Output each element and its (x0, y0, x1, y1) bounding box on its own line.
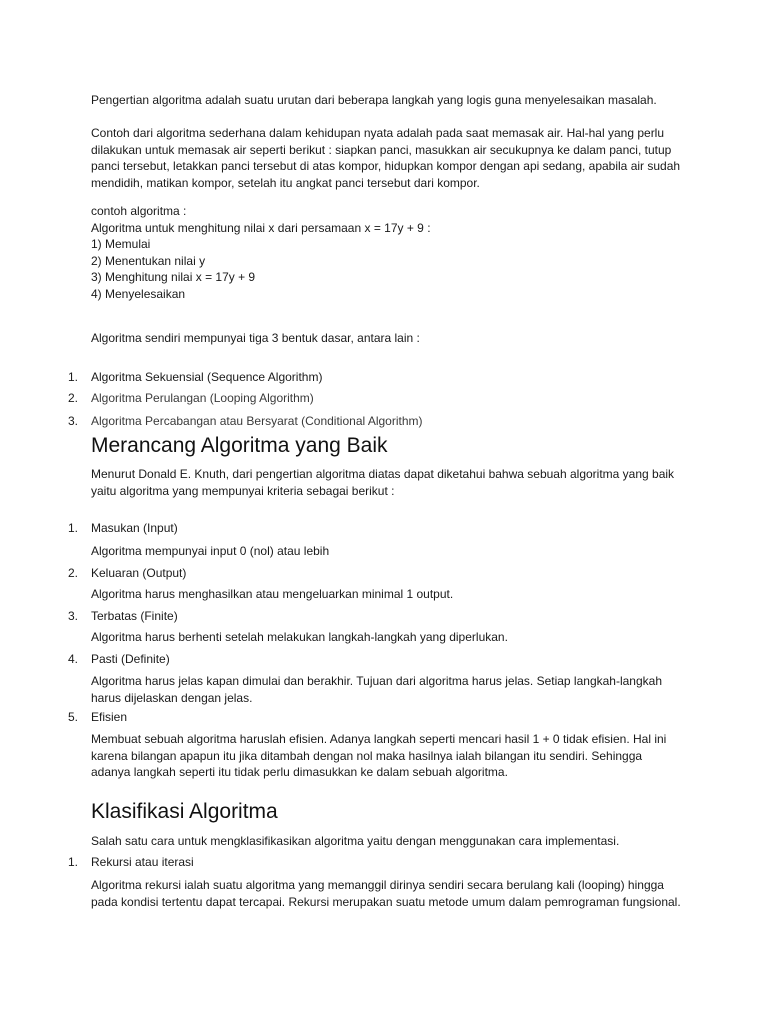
text-line: Menurut Donald E. Knuth, dari pengertian algoritma diatas dapat diketahui bahwa sebuah algoritma yang baik (91, 467, 675, 481)
criteria-description (91, 673, 691, 706)
criteria-title: Terbatas (Finite) (91, 609, 178, 623)
list-number: 3. (68, 414, 79, 428)
text-line: Algoritma rekursi ialah suatu algoritma yang memanggil dirinya sendiri secara berulang kali (looping) hingga (91, 878, 664, 892)
classification-title: Rekursi atau iterasi (91, 855, 194, 869)
list-item: Algoritma Percabangan atau Bersyarat (Conditional Algorithm) (91, 414, 423, 428)
text-line: karena bilangan apapun itu jika ditambah dengan nol maka hasilnya ialah bilangan itu sendiri. Sehingga (91, 748, 643, 763)
criteria-title: Pasti (Definite) (91, 652, 170, 666)
list-number: 3. (68, 609, 79, 623)
text-line: 1) Memulai (91, 237, 151, 251)
text-line: panci tersebut, letakkan panci tersebut di atas kompor, hidupkan kompor dengan api sedang, apabila air sudah (91, 159, 681, 173)
algorithm-example-block (91, 203, 691, 302)
text-line: adanya langkah seperti itu tidak perlu dimasukkan ke dalam sebuah algoritma. (91, 765, 508, 779)
text-line: yaitu algoritma yang mempunyai kriteria sebagai berikut : (91, 483, 395, 498)
text-line: harus dijelaskan dengan jelas. (91, 690, 253, 705)
example-paragraph (91, 125, 691, 191)
text-line: Algoritma untuk menghitung nilai x dari persamaan x = 17y + 9 : (91, 220, 431, 235)
classification-intro: Salah satu cara untuk mengklasifikasikan algoritma yaitu dengan menggunakan cara implementasi. (91, 834, 620, 848)
text-line: 3) Menghitung nilai x = 17y + 9 (91, 270, 256, 284)
text-line: pada kondisi tertentu dapat tercapai. Rekursi merupakan suatu metode umum dalam pemrograman fungsional. (91, 894, 681, 909)
list-number: 2. (68, 391, 79, 405)
text-line: Membuat sebuah algoritma haruslah efisien. Adanya langkah seperti mencari hasil 1 + 0 tidak efisien. Hal ini (91, 732, 667, 746)
criteria-description: Algoritma harus menghasilkan atau mengeluarkan minimal 1 output. (91, 587, 454, 601)
text-line: mendidih, matikan kompor, setelah itu angkat panci tersebut dari kompor. (91, 175, 480, 190)
definition-paragraph: Pengertian algoritma adalah suatu urutan dari beberapa langkah yang logis guna menyelesaikan masalah. (91, 93, 657, 107)
list-number: 5. (68, 710, 79, 724)
structures-intro: Algoritma sendiri mempunyai tiga 3 bentuk dasar, antara lain : (91, 331, 420, 345)
criteria-title: Masukan (Input) (91, 521, 178, 535)
section-heading-classification: Klasifikasi Algoritma (91, 800, 278, 823)
section-heading-design: Merancang Algoritma yang Baik (91, 434, 388, 457)
criteria-description (91, 731, 691, 781)
criteria-title: Keluaran (Output) (91, 566, 187, 580)
classification-description (91, 877, 691, 910)
criteria-title: Efisien (91, 710, 128, 724)
text-line: 2) Menentukan nilai y (91, 253, 206, 268)
criteria-description: Algoritma harus berhenti setelah melakukan langkah-langkah yang diperlukan. (91, 630, 508, 644)
list-item: Algoritma Perulangan (Looping Algorithm) (91, 391, 314, 405)
list-number: 4. (68, 652, 79, 666)
list-number: 1. (68, 855, 79, 869)
text-line: dilakukan untuk memasak air seperti berikut : siapkan panci, masukkan air secukupnya ke dalam panci, tutup (91, 142, 672, 157)
text-line: Algoritma harus jelas kapan dimulai dan berakhir. Tujuan dari algoritma harus jelas. Setiap langkah-langkah (91, 674, 662, 688)
list-item: Algoritma Sekuensial (Sequence Algorithm) (91, 370, 323, 384)
criteria-description: Algoritma mempunyai input 0 (nol) atau lebih (91, 544, 330, 558)
list-number: 2. (68, 566, 79, 580)
list-number: 1. (68, 370, 79, 384)
text-line: 4) Menyelesaikan (91, 286, 186, 301)
list-number: 1. (68, 521, 79, 535)
text-line: Contoh dari algoritma sederhana dalam kehidupan nyata adalah pada saat memasak air. Hal-hal yang perlu (91, 126, 665, 140)
design-intro-paragraph (91, 466, 691, 499)
text-line: contoh algoritma : (91, 204, 187, 218)
